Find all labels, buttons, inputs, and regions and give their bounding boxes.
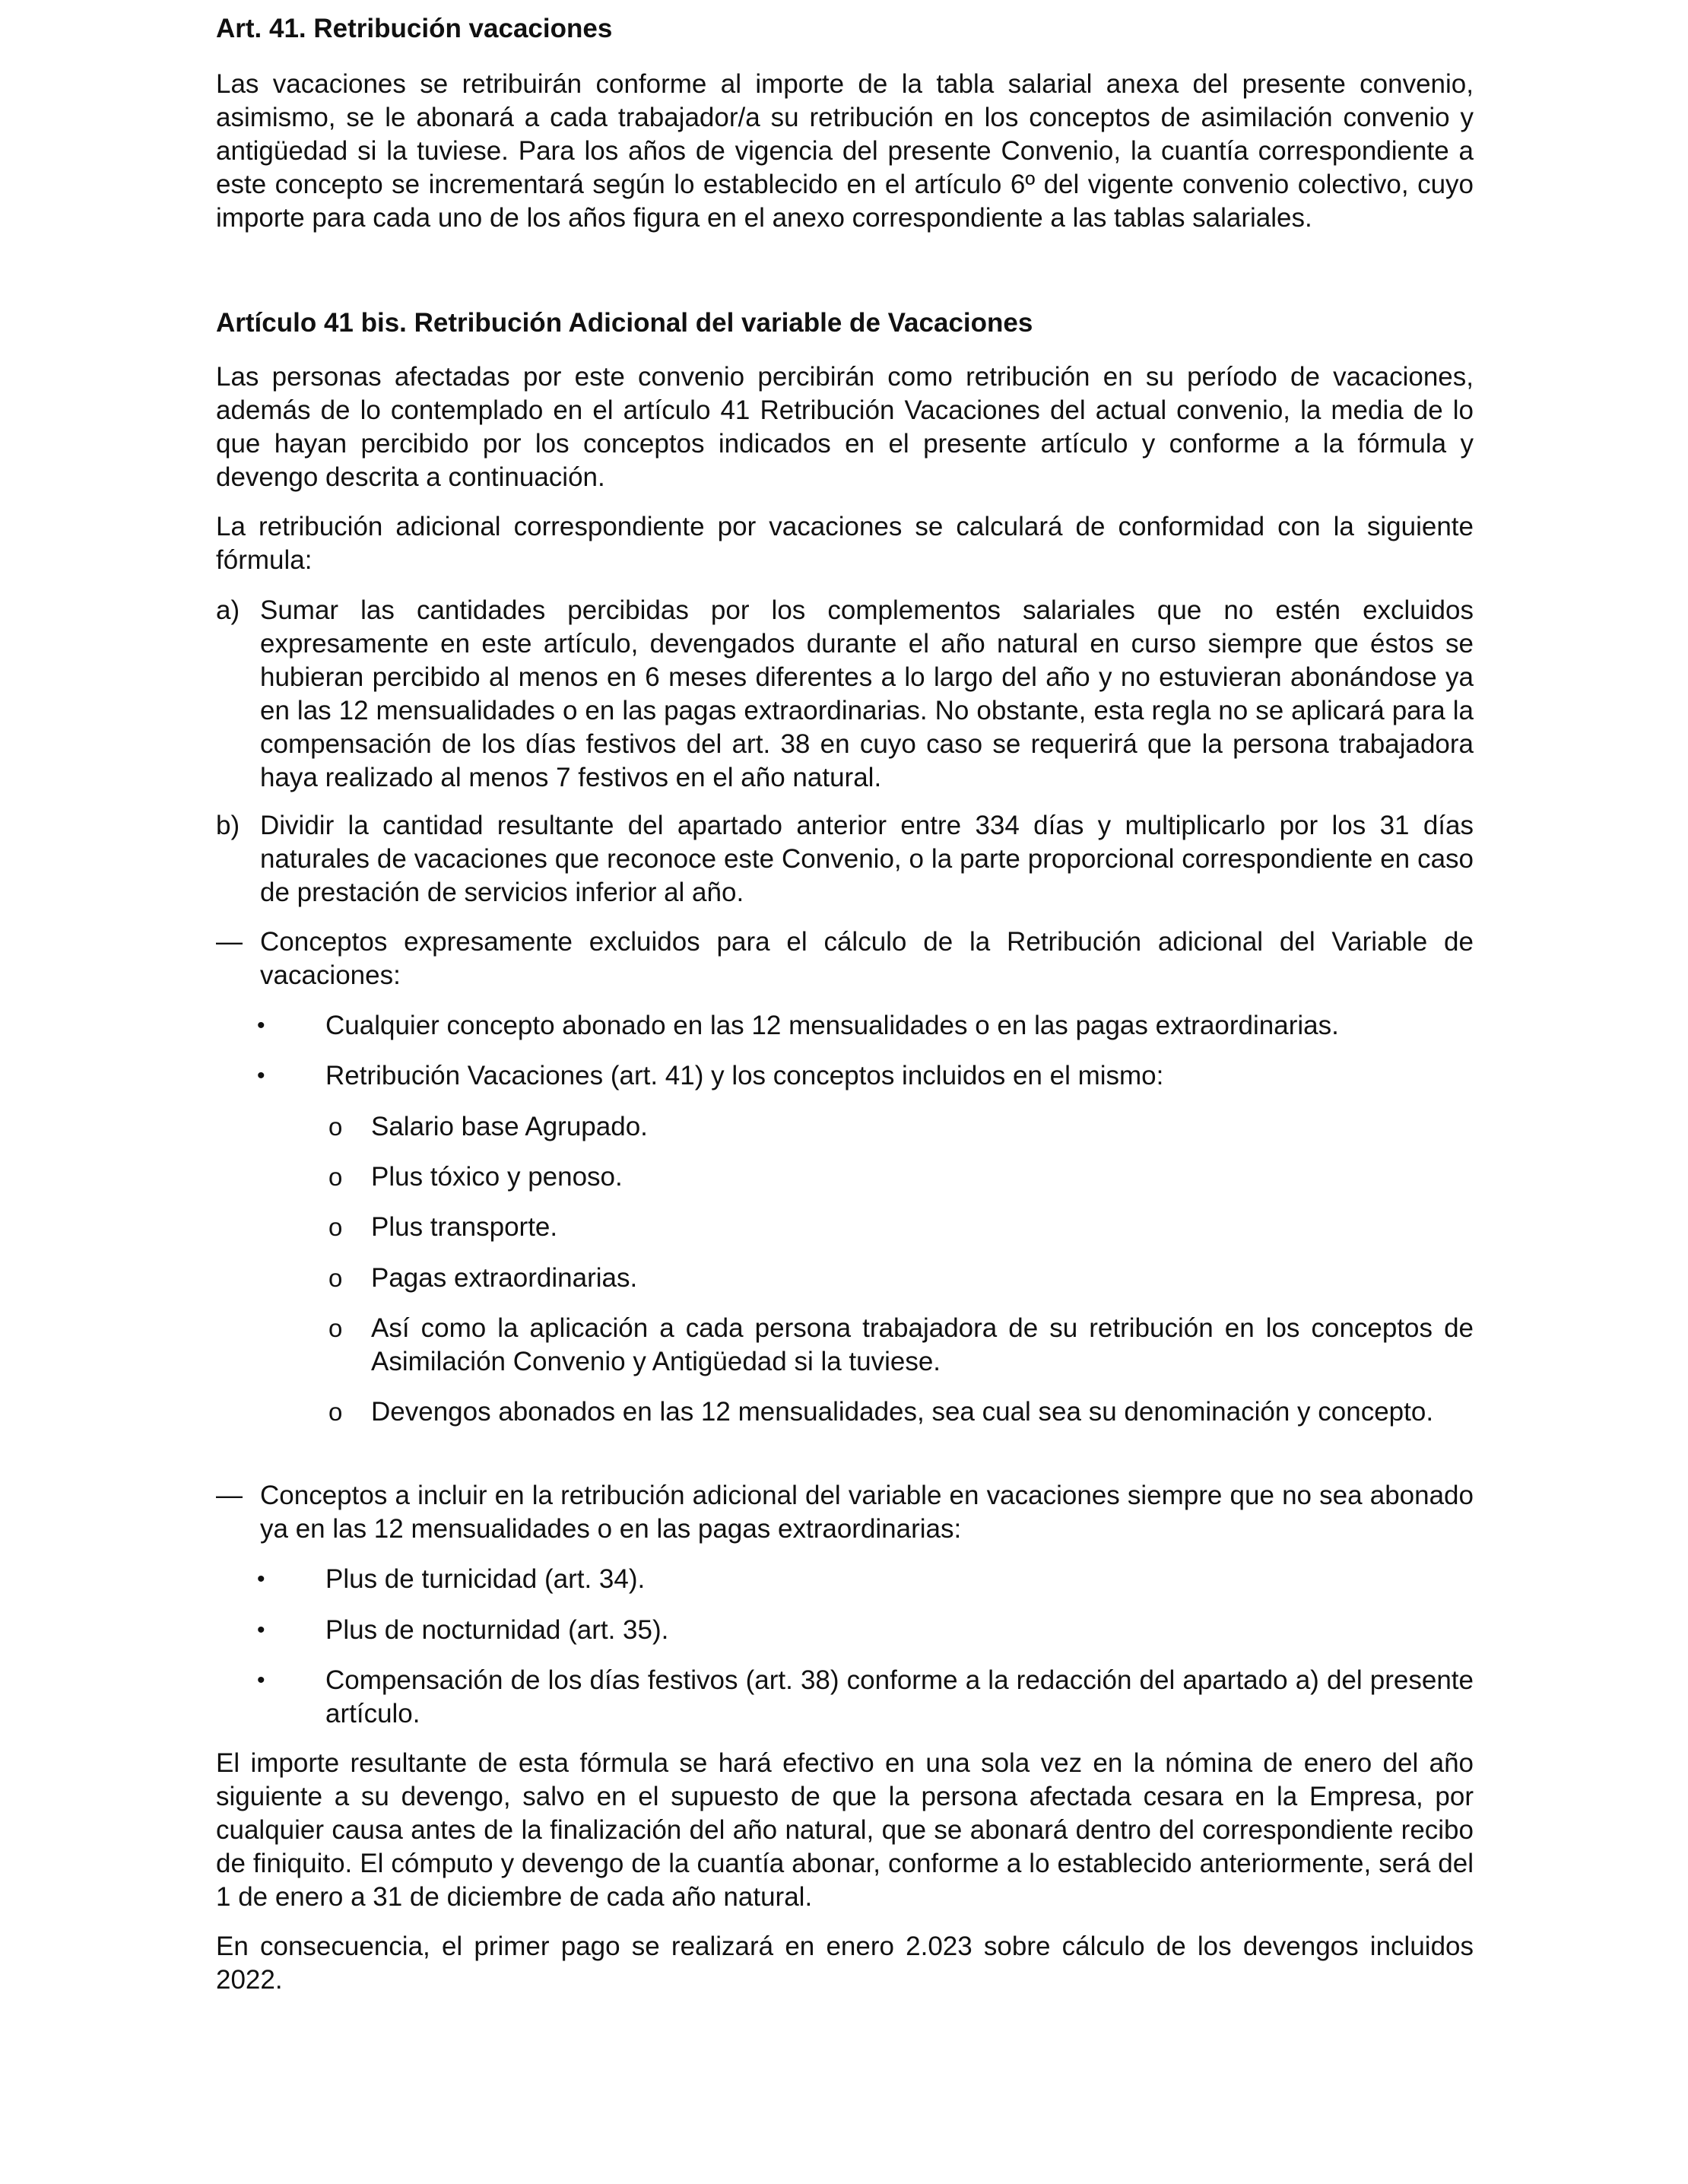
included-bullet — [257, 1614, 1474, 1647]
excluded-bullet-text: Cualquier concepto abonado en las 12 mensualidades o en las pagas extraordinarias. — [325, 1011, 1339, 1040]
step-b-marker: b) — [216, 811, 240, 840]
bullet-marker: • — [257, 1063, 265, 1088]
excluded-bullet — [257, 1009, 1474, 1043]
payment-paragraph: El importe resultante de esta fórmula se hará efectivo en una sola vez en la nómina de enero del año siguiente a su devengo, salvo en el supuesto de que la persona afectada cesara en la Empresa, por cualquier causa antes de la finalización del año natural, que se abonará dentro del correspondiente recibo de finiquito. El cómputo y devengo de la cuantía abonar, conforme a lo establecido anteriormente, será del 1 de enero a 31 de diciembre de cada año natural. — [216, 1748, 1474, 1912]
excluded-subitem-text: Plus tóxico y penoso. — [371, 1162, 623, 1192]
excluded-bullet-text: Retribución Vacaciones (art. 41) y los conceptos incluidos en el mismo: — [325, 1061, 1164, 1090]
excluded-subitem-text: Devengos abonados en las 12 mensualidades, sea cual sea su denominación y concepto. — [371, 1397, 1434, 1427]
excluded-subitem — [328, 1160, 1474, 1194]
included-dash-marker: — — [216, 1481, 243, 1510]
art41-heading: Art. 41. Retribución vacaciones — [216, 14, 613, 43]
excluded-title: Conceptos expresamente excluidos para el cálculo de la Retribución adicional del Variable de vacaciones: — [260, 927, 1474, 990]
circle-marker: o — [328, 1213, 343, 1241]
excluded-subitem — [328, 1262, 1474, 1295]
circle-marker: o — [328, 1314, 343, 1342]
excluded-subitem — [328, 1110, 1474, 1144]
excluded-subitem — [328, 1395, 1474, 1429]
included-bullet — [257, 1563, 1474, 1596]
step-a-marker: a) — [216, 595, 240, 625]
art41-body: Las vacaciones se retribuirán conforme al importe de la tabla salarial anexa del presente convenio, asimismo, se le abonará a cada trabajador/a su retribución en los conceptos de asimilación convenio y antigüedad si la tuviese. Para los años de vigencia del presente Convenio, la cuantía correspondiente a este concepto se incrementará según lo establecido en el artículo 6º del vigente convenio colectivo, cuyo importe para cada uno de los años figura en el anexo correspondiente a las tablas salariales. — [216, 69, 1474, 233]
circle-marker: o — [328, 1398, 343, 1426]
bullet-marker: • — [257, 1013, 265, 1038]
included-title: Conceptos a incluir en la retribución adicional del variable en vacaciones siempre que no sea abonado ya en las 12 mensualidades o en las pagas extraordinarias: — [260, 1481, 1474, 1544]
included-bullet-text: Plus de turnicidad (art. 34). — [325, 1564, 646, 1594]
formula-intro: La retribución adicional correspondiente por vacaciones se calculará de conformidad con la siguiente fórmula: — [216, 512, 1474, 575]
step-b-text: Dividir la cantidad resultante del apartado anterior entre 334 días y multiplicarlo por los 31 días naturales de vacaciones que reconoce este Convenio, o la parte proporcional correspondiente en caso de prestación de servicios inferior al año. — [260, 811, 1474, 907]
included-bullet — [257, 1664, 1474, 1731]
excluded-bullet — [257, 1059, 1474, 1093]
excluded-concepts — [216, 925, 1474, 992]
circle-marker: o — [328, 1113, 343, 1141]
bullet-marker: • — [257, 1617, 265, 1643]
excluded-subitem-text: Pagas extraordinarias. — [371, 1263, 638, 1293]
included-bullet-text: Plus de nocturnidad (art. 35). — [325, 1615, 669, 1645]
included-concepts — [216, 1479, 1474, 1546]
bullet-marker: • — [257, 1567, 265, 1592]
art41bis-heading: Artículo 41 bis. Retribución Adicional del variable de Vacaciones — [216, 308, 1033, 338]
excluded-subitem — [328, 1211, 1474, 1244]
formula-step-b — [216, 809, 1474, 909]
excluded-subitem-text: Así como la aplicación a cada persona trabajadora de su retribución en los conceptos de Asimilación Convenio y Antigüedad si la tuviese. — [371, 1313, 1474, 1376]
circle-marker: o — [328, 1163, 343, 1191]
excluded-subitem-text: Salario base Agrupado. — [371, 1112, 648, 1141]
circle-marker: o — [328, 1264, 343, 1292]
excluded-dash-marker: — — [216, 927, 243, 957]
included-bullet-text: Compensación de los días festivos (art. 38) conforme a la redacción del apartado a) del presente artículo. — [325, 1665, 1474, 1728]
bullet-marker: • — [257, 1668, 265, 1693]
formula-step-a — [216, 594, 1474, 795]
art41bis-intro: Las personas afectadas por este convenio percibirán como retribución en su período de vacaciones, además de lo contemplado en el artículo 41 Retribución Vacaciones del actual convenio, la media de lo que hayan percibido por los conceptos indicados en el presente artículo y conforme a la fórmula y devengo descrita a continuación. — [216, 362, 1474, 492]
excluded-subitem-text: Plus transporte. — [371, 1212, 558, 1242]
excluded-subitem — [328, 1312, 1474, 1379]
step-a-text: Sumar las cantidades percibidas por los complementos salariales que no estén excluidos expresamente en este artículo, devengados durante el año natural en curso siempre que éstos se hubieran percibido al menos en 6 meses diferentes a lo largo del año y no estuvieran abonándose ya en las 12 mensualidades o en las pagas extraordinarias. No obstante, esta regla no se aplicará para la compensación de los días festivos del art. 38 en cuyo caso se requerirá que la persona trabajadora haya realizado al menos 7 festivos en el año natural. — [260, 595, 1474, 792]
conclusion-paragraph: En consecuencia, el primer pago se realizará en enero 2.023 sobre cálculo de los devengos incluidos 2022. — [216, 1932, 1474, 1995]
